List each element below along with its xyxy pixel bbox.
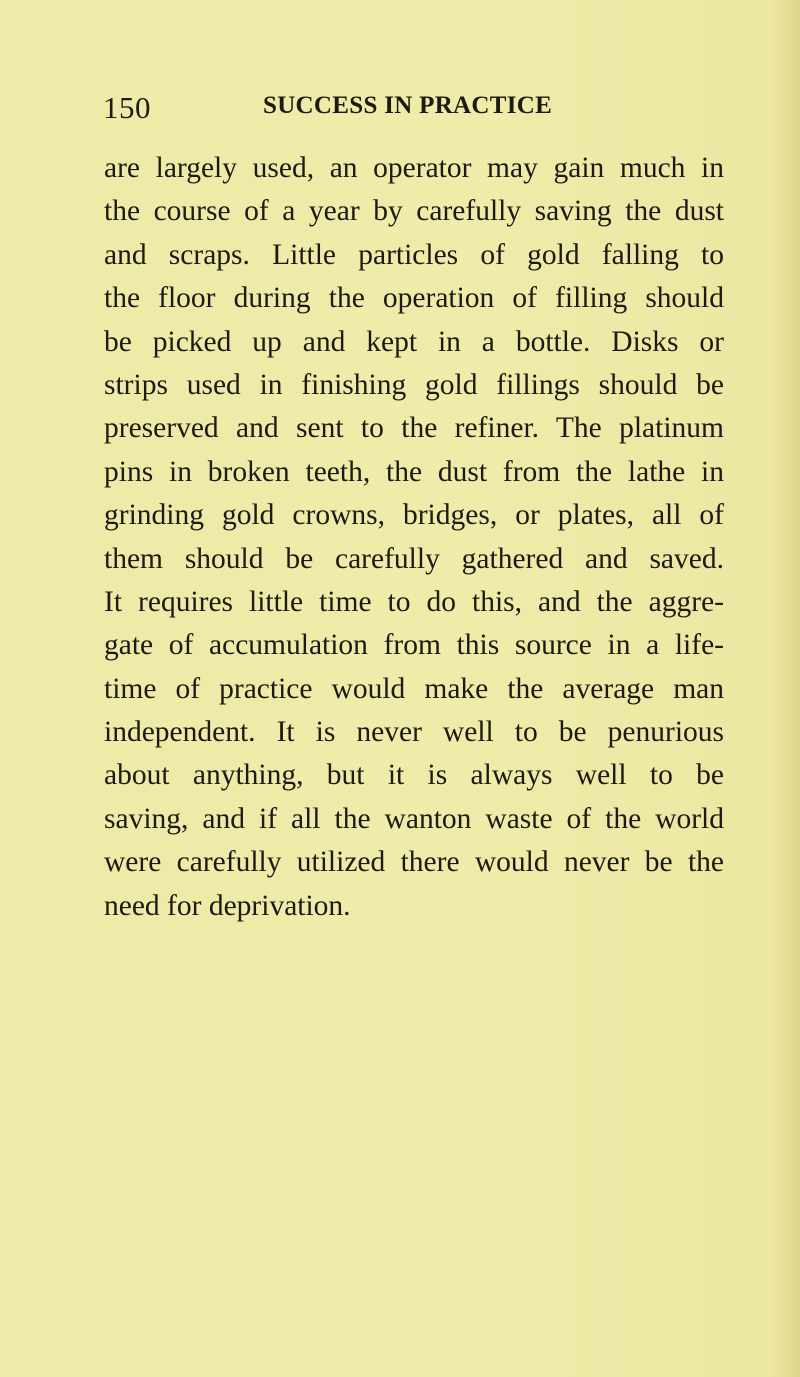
text-line: are largely used, an operator may gain much in <box>104 152 724 184</box>
text-line: saving, and if all the wanton waste of the world <box>104 802 724 835</box>
text-line: preserved and sent to the refiner. The platinum <box>104 412 724 445</box>
text-line: gate of accumulation from this source in a life- <box>104 629 724 662</box>
page-number: 150 <box>103 90 151 125</box>
page-edge-shadow <box>786 0 800 1377</box>
text-line: about anything, but it is always well to be <box>104 759 724 792</box>
text-line: grinding gold crowns, bridges, or plates, all of <box>104 499 724 532</box>
running-head <box>103 88 563 128</box>
text-line: need for deprivation. <box>104 889 351 922</box>
text-line: independent. It is never well to be penurious <box>104 716 724 749</box>
text-line: It requires little time to do this, and the aggre- <box>104 585 724 618</box>
text-line: and scraps. Little particles of gold falling to <box>104 238 724 271</box>
running-title: SUCCESS IN PRACTICE <box>263 92 553 119</box>
text-line: them should be carefully gathered and saved. <box>104 542 724 575</box>
text-line: the course of a year by carefully saving the dust <box>104 195 724 228</box>
text-line: pins in broken teeth, the dust from the lathe in <box>104 455 724 488</box>
text-line: the floor during the operation of filling should <box>104 282 724 315</box>
text-line: time of practice would make the average man <box>104 672 724 705</box>
body-paragraph <box>104 147 724 928</box>
text-line: were carefully utilized there would never be the <box>104 846 724 879</box>
text-line: strips used in finishing gold fillings should be <box>104 368 724 401</box>
text-line: be picked up and kept in a bottle. Disks or <box>104 325 724 358</box>
